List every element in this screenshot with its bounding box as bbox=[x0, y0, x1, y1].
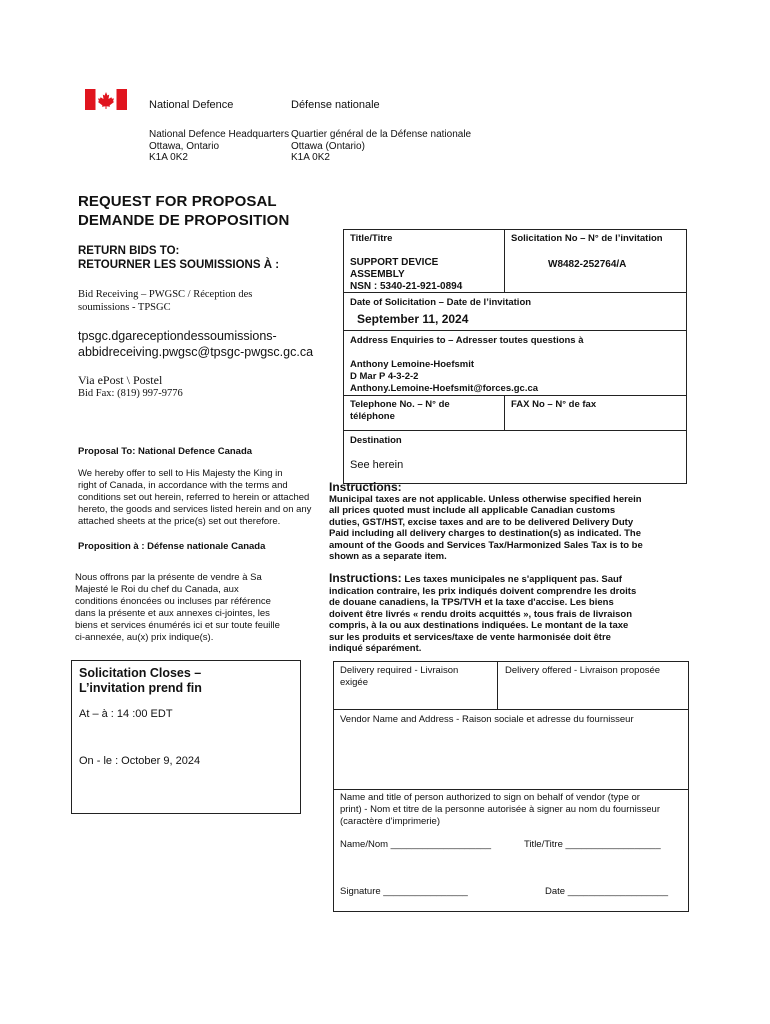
title-label: Title/Titre bbox=[350, 233, 393, 244]
destination-value: See herein bbox=[350, 459, 404, 471]
vendor-name-label: Vendor Name and Address - Raison sociale et adresse du fournisseur bbox=[340, 714, 634, 725]
proposal-body-fr: Nous offrons par la présente de vendre à Sa Majesté le Roi du chef du Canada, aux conditions énoncées ou incluses par référence dans la présente et aux annexes ci-jointes, les biens et services énumérés ici et sur toute feuille ci-annexée, au(x) prix indique(s). bbox=[75, 572, 280, 643]
instructions-fr: Instructions: Les taxes municipales ne s'appliquent pas. Sauf indication contraire, les prix indiqués doivent comprendre les droits de douane canadiens, la TPS/TVH et la taxe d'accise. Les biens doivent être livrés « rendu droits acquittés », tous frais de livraison compris, à la ou aux destinations indiquées. Le montant de la taxe sur les produits et services/taxe de vente harmonisée doit être indiqué séparément. bbox=[329, 571, 637, 654]
name-field[interactable]: Name/Nom ___________________ bbox=[340, 839, 492, 850]
closing-time: At – à : 14 :00 EDT bbox=[79, 708, 173, 720]
canada-flag-logo bbox=[85, 89, 127, 110]
return-bids-heading: RETURN BIDS TO: RETOURNER LES SOUMISSIONS À : bbox=[78, 245, 280, 271]
proposal-body-en: We hereby offer to sell to His Majesty the King in right of Canada, in accordance with the terms and conditions set out herein, referred to herein or attached hereto, the goods and services listed herein and on any attached sheets at the price(s) set out therefore. bbox=[78, 468, 312, 527]
title-value: SUPPORT DEVICE ASSEMBLY NSN : 5340-21-921-0894 bbox=[350, 257, 463, 292]
solicitation-number-label: Solicitation No – N° de l’invitation bbox=[511, 233, 663, 244]
enquiries-label: Address Enquiries to – Adresser toutes questions à bbox=[350, 335, 584, 346]
epost-label: Via ePost \ Postel bbox=[78, 373, 163, 387]
bid-email[interactable]: tpsgc.dgareceptiondessoumissions- abbidreceiving.pwgsc@tpsgc-pwgsc.gc.ca bbox=[78, 329, 314, 359]
bid-receiving: Bid Receiving – PWGSC / Réception des soumissions - TPSGC bbox=[78, 289, 253, 313]
closing-date: On - le : October 9, 2024 bbox=[79, 755, 201, 767]
fax-label: FAX No – N° de fax bbox=[511, 399, 597, 410]
solicitation-closes-box bbox=[71, 660, 301, 814]
title-field[interactable]: Title/Titre __________________ bbox=[524, 839, 661, 850]
solicitation-date: September 11, 2024 bbox=[357, 312, 469, 326]
address-en: National Defence Headquarters Ottawa, Ontario K1A 0K2 bbox=[149, 129, 290, 163]
department-fr: Défense nationale bbox=[291, 99, 380, 111]
signature-field[interactable]: Signature ________________ bbox=[340, 886, 468, 897]
department-en: National Defence bbox=[149, 99, 234, 111]
solicitation-number: W8482-252764/A bbox=[548, 259, 627, 270]
page-title: REQUEST FOR PROPOSAL DEMANDE DE PROPOSITION bbox=[78, 193, 290, 229]
address-fr: Quartier général de la Défense nationale Ottawa (Ontario) K1A 0K2 bbox=[291, 129, 472, 163]
date-field[interactable]: Date ___________________ bbox=[545, 886, 669, 897]
contact-info: Anthony Lemoine-Hoefsmit D Mar P 4-3-2-2 Anthony.Lemoine-Hoefsmit@forces.gc.ca bbox=[350, 359, 539, 394]
delivery-offered-label: Delivery offered - Livraison proposée bbox=[505, 665, 661, 676]
bid-fax: Bid Fax: (819) 997-9776 bbox=[78, 388, 183, 399]
telephone-label: Telephone No. – N° de téléphone bbox=[350, 399, 450, 422]
proposal-to-en: Proposal To: National Defence Canada bbox=[78, 446, 253, 457]
proposal-to-fr: Proposition à : Défense nationale Canada bbox=[78, 541, 266, 552]
date-label: Date of Solicitation – Date de l’invitation bbox=[350, 297, 532, 308]
vendor-section-box bbox=[333, 661, 689, 912]
closes-heading: Solicitation Closes – L’invitation prend fin bbox=[79, 666, 202, 695]
destination-label: Destination bbox=[350, 435, 402, 446]
instructions-en: Instructions: Municipal taxes are not applicable. Unless otherwise specified herein all prices quoted must include all applicable Canadian customs duties, GST/HST, excise taxes and are to be delivered Delivery Duty Paid including all delivery charges to destination(s) as indicated. The amount of the Goods and Services Tax/Harmonized Sales Tax is to be shown as a separate item. bbox=[329, 480, 643, 562]
delivery-required-label: Delivery required - Livraison exigée bbox=[340, 665, 459, 688]
authorized-person-label: Name and title of person authorized to sign on behalf of vendor (type or print) - Nom et titre de la personne autorisée à signer au nom du fournisseur (caractère d'imprimerie) bbox=[340, 792, 660, 827]
